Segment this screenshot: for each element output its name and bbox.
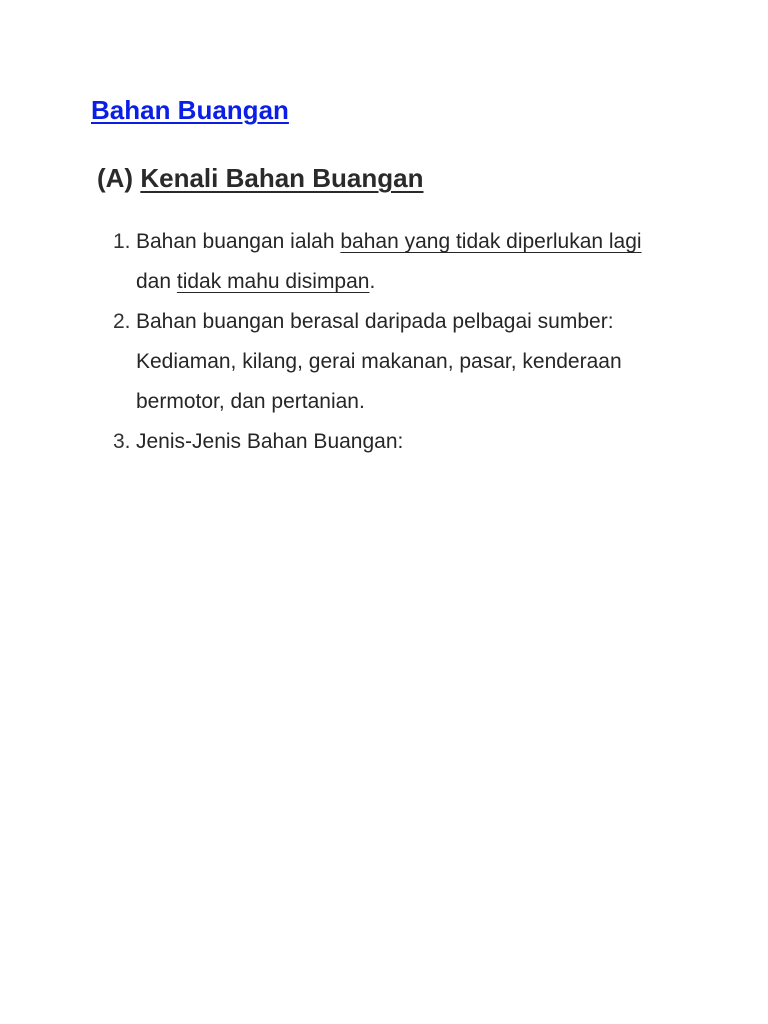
list-item-text: Jenis-Jenis Bahan Buangan: (136, 430, 404, 453)
section-title: Kenali Bahan Buangan (140, 163, 424, 193)
list-item-text: . (369, 270, 376, 293)
list-item-number: 3. (113, 430, 131, 453)
list-item-text: dan (136, 270, 177, 293)
underlined-phrase: tidak mahu disimpan (176, 270, 370, 293)
list-item-text: Bahan buangan ialah (136, 230, 341, 253)
page-title-link[interactable]: Bahan Buangan (91, 95, 289, 125)
list-item-text: Bahan buangan berasal daripada pelbagai sumber: Kediaman, kilang, gerai makanan, pasar, kenderaan bermotor, dan pertanian. (136, 310, 622, 413)
list-item (0, 302, 676, 422)
list-item (0, 422, 676, 462)
section-prefix: (A) (97, 163, 134, 193)
list-item-number: 2. (113, 310, 131, 333)
content-list (0, 222, 768, 462)
list-item-number: 1. (113, 230, 131, 253)
underlined-phrase: bahan yang tidak diperlukan lagi (340, 230, 642, 253)
section-heading (97, 160, 423, 196)
list-item (0, 222, 676, 302)
